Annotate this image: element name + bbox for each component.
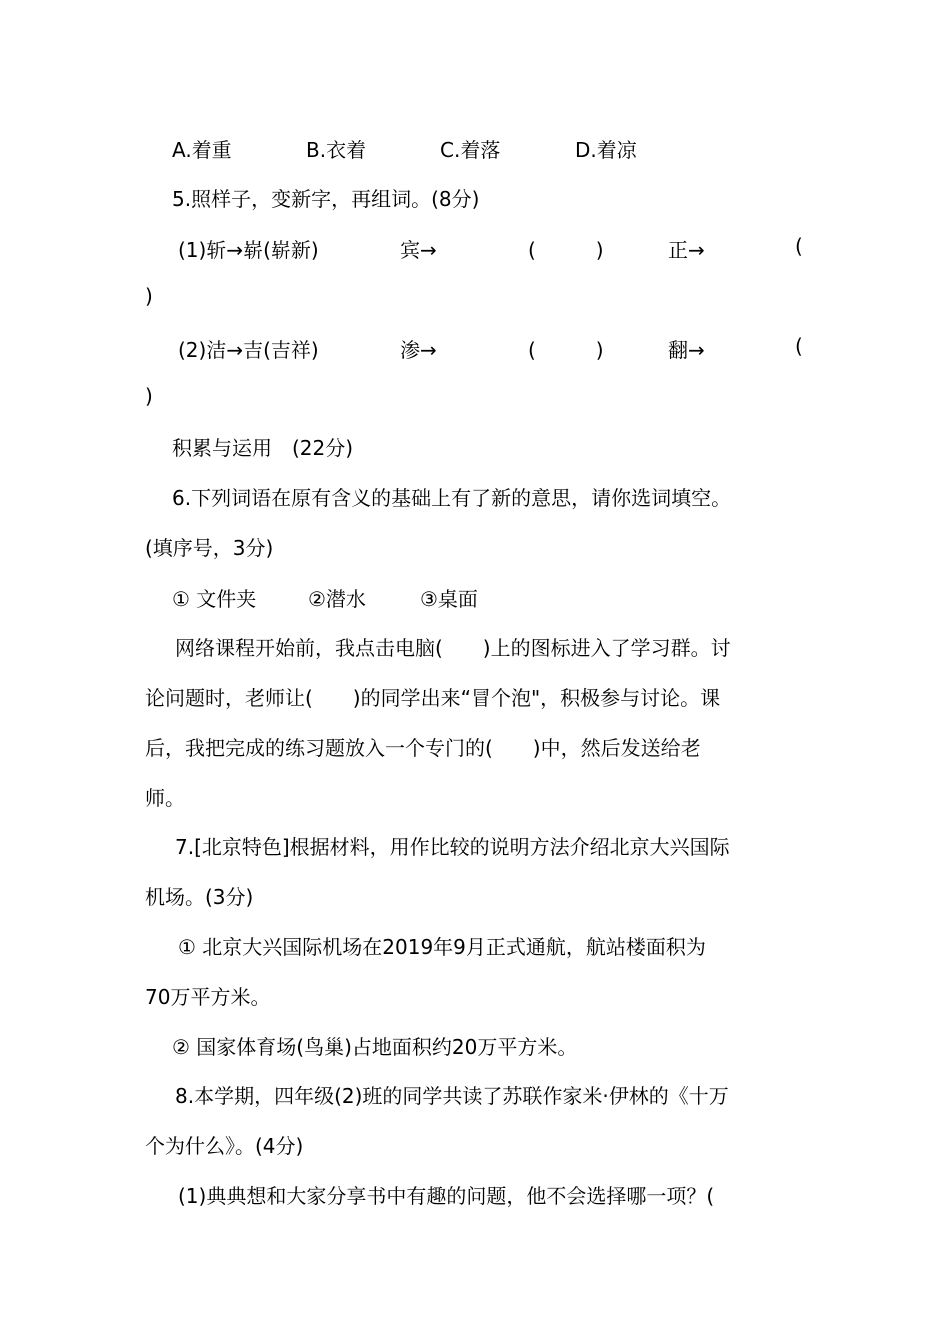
question-5-title: 5.照样子，变新字，再组词。(8分) <box>172 187 480 211</box>
q5-row2-char-b: 翻→ <box>668 338 705 362</box>
q5-row1-blank-a: ( ) <box>528 238 604 262</box>
q6-paragraph-line2: 论问题时，老师让( )的同学出来“冒个泡"，积极参与讨论。课 <box>145 686 721 710</box>
q5-row2-blank-b-open: ( <box>795 334 803 358</box>
q8-sub-question-1: (1)典典想和大家分享书中有趣的问题，他不会选择哪一项？( <box>178 1184 715 1208</box>
question-7-title-line1: 7.[北京特色]根据材料，用作比较的说明方法介绍北京大兴国际 <box>175 835 730 859</box>
q7-material-2: ② 国家体育场(鸟巢)占地面积约20万平方米。 <box>172 1035 578 1059</box>
section-heading: 积累与运用 (22分) <box>172 436 354 460</box>
question-6-title-line2: (填序号，3分) <box>145 536 274 560</box>
q6-option-3: ③桌面 <box>420 587 478 611</box>
q7-material-1-line1: ① 北京大兴国际机场在2019年9月正式通航，航站楼面积为 <box>178 935 706 959</box>
question-7-title-line2: 机场。(3分) <box>145 885 254 909</box>
q5-row2-char-a: 渗→ <box>400 338 437 362</box>
q7-material-1-line2: 70万平方米。 <box>145 985 271 1009</box>
q5-row1-blank-b-close: ) <box>145 284 153 308</box>
option-b: B.衣着 <box>306 138 367 162</box>
q5-row2-blank-a: ( ) <box>528 338 604 362</box>
q5-row2-blank-b-close: ) <box>145 384 153 408</box>
q6-paragraph-line4: 师。 <box>145 786 185 810</box>
q5-row2-example: (2)洁→吉(吉祥) <box>178 338 319 362</box>
q6-option-1: ① 文件夹 <box>172 587 257 611</box>
option-c: C.着落 <box>440 138 501 162</box>
question-8-title-line2: 个为什么》。(4分) <box>145 1134 304 1158</box>
q6-paragraph-line3: 后，我把完成的练习题放入一个专门的( )中，然后发送给老 <box>145 736 701 760</box>
q5-row1-blank-b-open: ( <box>795 234 803 258</box>
option-d: D.着凉 <box>575 138 637 162</box>
q5-row1-example: (1)斩→崭(崭新) <box>178 238 319 262</box>
q5-row1-char-b: 正→ <box>668 238 705 262</box>
question-6-title-line1: 6.下列词语在原有含义的基础上有了新的意思，请你选词填空。 <box>172 486 732 510</box>
q6-paragraph-line1: 网络课程开始前，我点击电脑( )上的图标进入了学习群。讨 <box>175 636 731 660</box>
option-a: A.着重 <box>172 138 232 162</box>
q6-option-2: ②潜水 <box>308 587 366 611</box>
q5-row1-char-a: 宾→ <box>400 238 437 262</box>
question-8-title-line1: 8.本学期，四年级(2)班的同学共读了苏联作家米·伊林的《十万 <box>175 1084 729 1108</box>
